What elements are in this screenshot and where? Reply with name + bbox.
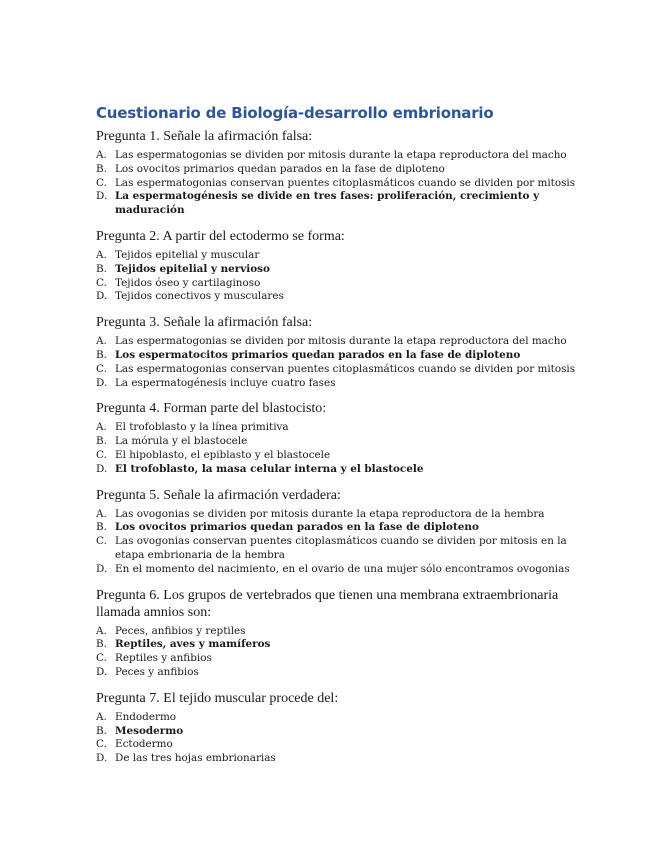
option-letter: C. bbox=[96, 535, 107, 548]
question-block-5 bbox=[96, 487, 576, 577]
option-text: El trofoblasto y la línea primitiva bbox=[115, 421, 289, 434]
option-text: Las espermatogonias se dividen por mitosis durante la etapa reproductora del macho bbox=[115, 335, 567, 348]
document-page bbox=[96, 104, 576, 776]
option-letter: C. bbox=[96, 176, 107, 189]
option-list bbox=[96, 508, 576, 577]
option-letter: D. bbox=[96, 376, 108, 389]
option-letter: C. bbox=[96, 362, 107, 375]
answer-option bbox=[96, 290, 576, 304]
answer-option bbox=[96, 563, 576, 577]
option-text: Reptiles y anfibios bbox=[115, 652, 212, 665]
answer-option bbox=[96, 421, 576, 435]
option-letter: A. bbox=[96, 507, 107, 520]
option-letter: D. bbox=[96, 665, 108, 678]
option-letter: A. bbox=[96, 710, 107, 723]
answer-option-correct bbox=[96, 725, 576, 739]
option-text: Tejidos conectivos y musculares bbox=[115, 290, 284, 303]
answer-option-correct bbox=[96, 263, 576, 277]
option-text: Reptiles, aves y mamíferos bbox=[115, 638, 271, 651]
option-text: Los espermatocitos primarios quedan parados en la fase de diploteno bbox=[115, 348, 521, 361]
option-text: Los ovocitos primarios quedan parados en la fase de diploteno bbox=[115, 162, 445, 175]
option-text: El hipoblasto, el epiblasto y el blastocele bbox=[115, 448, 331, 461]
option-text: Tejidos óseo y cartilaginoso bbox=[115, 276, 261, 289]
option-letter: B. bbox=[96, 521, 107, 534]
option-letter: A. bbox=[96, 149, 107, 161]
answer-option bbox=[96, 177, 576, 191]
answer-option-correct bbox=[96, 638, 576, 652]
answer-option bbox=[96, 163, 576, 177]
answer-option bbox=[96, 435, 576, 449]
option-text: Endodermo bbox=[115, 710, 177, 723]
option-letter: C. bbox=[96, 276, 107, 289]
option-text: Mesodermo bbox=[115, 724, 184, 737]
answer-option bbox=[96, 449, 576, 463]
answer-option bbox=[96, 363, 576, 377]
option-text: Tejidos epitelial y nervioso bbox=[115, 262, 270, 275]
option-list bbox=[96, 335, 576, 390]
answer-option bbox=[96, 711, 576, 725]
answer-option-correct bbox=[96, 521, 576, 535]
option-text: La espermatogénesis incluye cuatro fases bbox=[115, 376, 336, 389]
option-text: Tejidos epitelial y muscular bbox=[115, 248, 260, 261]
answer-option bbox=[96, 535, 576, 563]
option-letter: A. bbox=[96, 421, 107, 434]
option-letter: B. bbox=[96, 262, 107, 275]
option-letter: C. bbox=[96, 738, 107, 751]
answer-option bbox=[96, 149, 576, 163]
option-letter: D. bbox=[96, 190, 108, 203]
option-text: La espermatogénesis se divide en tres fases: proliferación, crecimiento y maduración bbox=[115, 190, 540, 217]
option-letter: B. bbox=[96, 435, 107, 448]
answer-option bbox=[96, 277, 576, 291]
option-letter: B. bbox=[96, 162, 107, 175]
option-text: Ectodermo bbox=[115, 738, 173, 751]
option-list bbox=[96, 421, 576, 476]
question-block-1 bbox=[96, 128, 576, 218]
question-heading: Pregunta 3. Señale la afirmación falsa: bbox=[96, 315, 313, 331]
question-block-6 bbox=[96, 587, 576, 680]
question-heading: Pregunta 2. A partir del ectodermo se forma: bbox=[96, 228, 345, 244]
option-text: Las ovogonias se dividen por mitosis durante la etapa reproductora de la hembra bbox=[115, 507, 545, 520]
option-text: Las espermatogonias se dividen por mitosis durante la etapa reproductora del macho bbox=[115, 149, 567, 161]
option-letter: A. bbox=[96, 248, 107, 261]
option-letter: D. bbox=[96, 290, 108, 303]
option-text: Las ovogonias conservan puentes citoplasmáticos cuando se dividen por mitosis en la etapa embrionaria de la hembra bbox=[115, 535, 567, 561]
option-list bbox=[96, 625, 576, 680]
question-block-7 bbox=[96, 690, 576, 766]
question-heading: Pregunta 5. Señale la afirmación verdadera: bbox=[96, 487, 341, 503]
answer-option-correct bbox=[96, 349, 576, 363]
option-text: Los ovocitos primarios quedan parados en la fase de diploteno bbox=[115, 521, 479, 534]
answer-option bbox=[96, 508, 576, 522]
option-letter: A. bbox=[96, 624, 107, 637]
option-text: Peces y anfibios bbox=[115, 665, 199, 678]
option-letter: A. bbox=[96, 335, 107, 348]
option-list bbox=[96, 711, 576, 766]
option-text: Peces, anfibios y reptiles bbox=[115, 624, 246, 637]
option-text: De las tres hojas embrionarias bbox=[115, 752, 276, 765]
document-title: Cuestionario de Biología-desarrollo embrionario bbox=[96, 104, 494, 122]
question-heading: Pregunta 7. El tejido muscular procede del: bbox=[96, 690, 339, 706]
answer-option-correct bbox=[96, 190, 576, 218]
option-letter: D. bbox=[96, 562, 108, 575]
option-letter: D. bbox=[96, 752, 108, 765]
option-text: Las espermatogonias conservan puentes citoplasmáticos cuando se dividen por mitosis bbox=[115, 176, 576, 189]
answer-option bbox=[96, 249, 576, 263]
answer-option bbox=[96, 625, 576, 639]
question-heading: Pregunta 1. Señale la afirmación falsa: bbox=[96, 129, 313, 144]
answer-option bbox=[96, 666, 576, 680]
option-text: El trofoblasto, la masa celular interna y el blastocele bbox=[115, 462, 424, 475]
question-block-2 bbox=[96, 228, 576, 304]
option-text: Las espermatogonias conservan puentes citoplasmáticos cuando se dividen por mitosis bbox=[115, 362, 576, 375]
option-text: En el momento del nacimiento, en el ovario de una mujer sólo encontramos ovogonias bbox=[115, 562, 570, 575]
answer-option-correct bbox=[96, 463, 576, 477]
question-block-4 bbox=[96, 400, 576, 476]
question-heading: Pregunta 4. Forman parte del blastocisto: bbox=[96, 401, 327, 417]
option-letter: C. bbox=[96, 448, 107, 461]
question-heading: Pregunta 6. Los grupos de vertebrados que tienen una membrana extraembrionaria llamada amnios son: bbox=[96, 587, 559, 620]
question-block-3 bbox=[96, 314, 576, 390]
answer-option bbox=[96, 377, 576, 391]
answer-option bbox=[96, 335, 576, 349]
question-list bbox=[96, 128, 576, 766]
option-letter: D. bbox=[96, 462, 108, 475]
option-letter: B. bbox=[96, 638, 107, 651]
option-text: La mórula y el blastocele bbox=[115, 435, 248, 448]
option-letter: B. bbox=[96, 724, 107, 737]
option-list bbox=[96, 249, 576, 304]
option-letter: B. bbox=[96, 348, 107, 361]
answer-option bbox=[96, 738, 576, 752]
answer-option bbox=[96, 752, 576, 766]
option-letter: C. bbox=[96, 652, 107, 665]
option-list bbox=[96, 149, 576, 218]
answer-option bbox=[96, 652, 576, 666]
